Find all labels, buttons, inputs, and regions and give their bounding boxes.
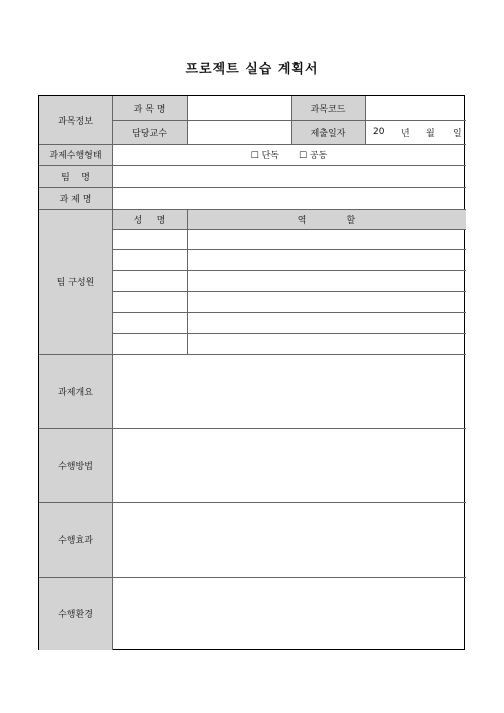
member-name-cell[interactable]	[112, 249, 187, 270]
grid-line	[39, 354, 466, 355]
member-name-cell[interactable]	[112, 333, 187, 354]
member-name-cell[interactable]	[112, 312, 187, 333]
grid-line	[112, 96, 113, 650]
grid-line	[39, 577, 466, 578]
grid-line	[365, 96, 366, 144]
joint-checkbox[interactable]: ☐ 공동	[299, 151, 328, 161]
grid-line	[112, 333, 466, 334]
member-role-header: 역 할	[187, 209, 466, 229]
grid-line	[291, 96, 292, 144]
grid-line	[112, 120, 466, 121]
course-info-label: 과목정보	[39, 96, 112, 144]
grid-line	[187, 209, 188, 354]
member-role-cell[interactable]	[187, 249, 466, 270]
course-code-field[interactable]	[365, 96, 466, 120]
professor-field[interactable]	[187, 120, 291, 144]
member-role-cell[interactable]	[187, 270, 466, 291]
member-role-cell[interactable]	[187, 229, 466, 249]
plan-form	[38, 95, 465, 650]
overview-label: 과제개요	[39, 354, 112, 428]
team-name-field[interactable]	[112, 165, 466, 187]
document-title: 프로젝트 실습 계획서	[185, 62, 319, 77]
course-name-label: 과 목 명	[112, 96, 187, 120]
member-role-cell[interactable]	[187, 312, 466, 333]
team-members-label: 팀 구성원	[39, 209, 112, 354]
date-year-unit: 년	[401, 128, 410, 139]
submit-date-field[interactable]	[365, 120, 466, 144]
member-name-cell[interactable]	[112, 270, 187, 291]
grid-line	[39, 187, 466, 188]
date-day-unit: 일	[453, 128, 462, 139]
task-name-field[interactable]	[112, 187, 466, 209]
effect-label: 수행효과	[39, 502, 112, 577]
grid-line	[187, 96, 188, 144]
course-code-label: 과목코드	[291, 96, 365, 120]
method-field[interactable]	[112, 428, 466, 502]
grid-line	[112, 312, 466, 313]
grid-line	[39, 165, 466, 166]
task-type-label: 과제수행형태	[39, 144, 112, 165]
environment-field[interactable]	[112, 577, 466, 650]
date-year: 20	[373, 127, 385, 137]
member-name-cell[interactable]	[112, 229, 187, 249]
member-role-cell[interactable]	[187, 333, 466, 354]
environment-label: 수행환경	[39, 577, 112, 650]
member-name-header: 성 명	[112, 209, 187, 229]
effect-field[interactable]	[112, 502, 466, 577]
grid-line	[112, 270, 466, 271]
professor-label: 담당교수	[112, 120, 187, 144]
team-name-label: 팀 명	[39, 165, 112, 187]
course-name-field[interactable]	[187, 96, 291, 120]
task-name-label: 과 제 명	[39, 187, 112, 209]
method-label: 수행방법	[39, 428, 112, 502]
grid-line	[39, 144, 466, 145]
date-month-unit: 월	[426, 128, 435, 139]
task-type-options	[112, 144, 466, 165]
grid-line	[112, 291, 466, 292]
member-name-cell[interactable]	[112, 291, 187, 312]
grid-line	[112, 229, 466, 230]
submit-date-label: 제출일자	[291, 120, 365, 144]
grid-line	[112, 249, 466, 250]
solo-checkbox[interactable]: ☐ 단독	[250, 151, 279, 161]
grid-line	[39, 502, 466, 503]
grid-line	[39, 209, 466, 210]
grid-line	[39, 428, 466, 429]
overview-field[interactable]	[112, 354, 466, 428]
member-role-cell[interactable]	[187, 291, 466, 312]
